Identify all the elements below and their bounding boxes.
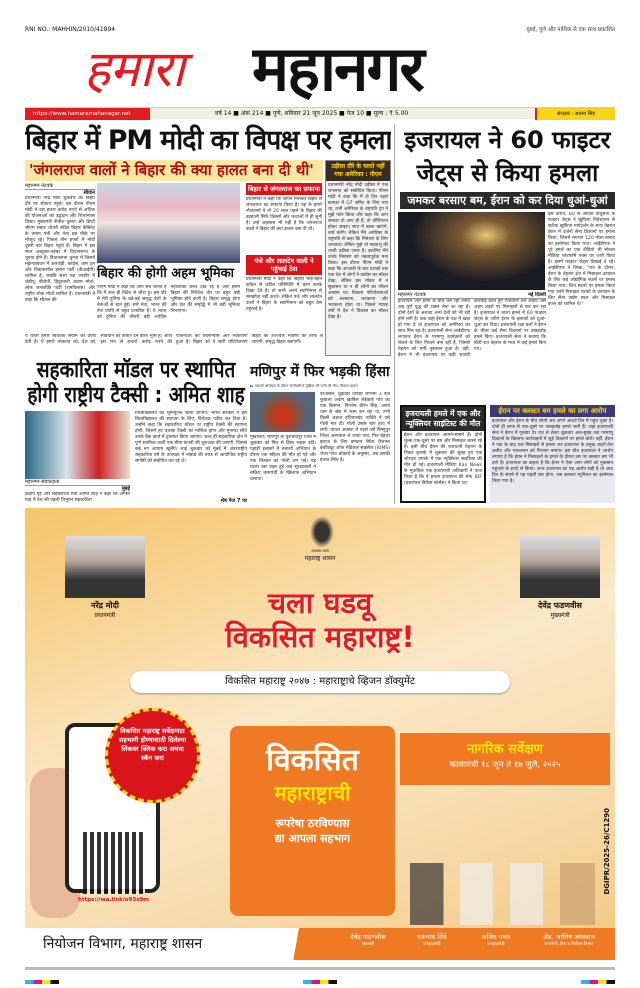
article-body: पीएम मोदी ने कहा कि आप सब जानते हैं कि मैं कल ही विदेश से लौटा हूं। इस दौरे में मेरी दुनिया के बड़े-बड़े समृद्ध देशों के नेताओं से बात हुई। सारे नेता, भारत की तेज प्रगति से बहुत प्रभावित हैं। ये भारत को दुनिया की तीसरी बड़ी आर्थिक महाशक्ति बनते देख रहे हैं और इसमें बिहार की निश्चित तौर पर बहुत बड़ी भूमिका होने वाली है। बिहार समृद्ध होगा और देश की समृद्धि में भी बड़ी भूमिका निभाएगा। — [97, 285, 240, 320]
minister-name: एकनाथ शिंदे — [417, 933, 447, 941]
minister — [401, 933, 463, 946]
minister — [465, 933, 527, 946]
website-link[interactable]: https://www.hamaramahanagar.net — [25, 108, 150, 120]
article-body: दरअसल, शुक्रवार दोपहर लगभग 3 बजे फुबाला अवांग खाबिल लेईकाई गांव का एक किसान, निंगथेम बीरेन सिंह, अपने धान के खेत में काम कर रहा था, तभी किसी अज्ञात हथियारबंद व्यक्ति ने उसे गोली मार दी। गोली उसके बाएं हाथ में लगी। घायल अवस्था में पहले उसे बिष्णुपुर जिला अस्पताल ले जाया गया, फिर बेहतर इलाज के लिए इम्फाल स्थित रीजनल इंस्टीट्यूट ऑफ मेडिकल साइंसेज (RIMS) भेजा गया। डॉक्टरों के अनुसार, अब उसकी हालत स्थिर है। — [320, 392, 390, 463]
article-body: प्रधानमंत्री नरेंद्र मोदी शुक्रवार को बिहार दौरे पर सीवान पहुंचे। इस दौरान पीएम मोदी ने दस हजार करोड़ रुपये से अधिक की योजनाओं का उद्घाटन और शिलान्यास किया। मुख्यमंत्री नीतीश कुमार और डिप्टी सीएम सम्राट चौधरी सहित बिहार कैबिनेट के तमाम मंत्री और नेता इस मौके पर मौजूद रहे। पिछले तीन हफ्तों में मोदी दूसरी बार बिहार पहुंचे हैं। बिहार में इस साल अक्टूबर-नवंबर में विधानसभा के चुनाव होने हैं। विधानसभा चुनाव में जिसमें महागठबंधन में आरजेडी, कांग्रेस, वाम दल और विकासशील इंसान पार्टी (वीआईपी) शामिल हैं, जबकि सत्ता पक्ष एनडीए में जेडीयू, बीजेपी, हिंदुस्तानी अवाम मोर्चा, लोक जनशक्ति पार्टी (रामविलास) और राष्ट्रीय लोक मोर्चा शामिल हैं। प्रधानमंत्री ने कहा कि सीवान की — [25, 196, 95, 303]
survey-dates: कालावधी १८ जून ते १७ जुलै, २०२५ — [449, 760, 561, 770]
card-line4: द्या आपला सहभाग — [274, 832, 351, 845]
byline: महानगर नेटवर्क — [398, 292, 427, 298]
dateline: सीवान — [83, 190, 95, 196]
article-body: विश्वविद्यालय का भूमिपूजन किया जाएगा। भारत सरकार ने इस विश्वविद्यालय की स्थापना के लिए, विधेयक पारित कर दिया है। उन्होंने कहा कि सहकारिता मॉडल पर राष्ट्रीय टैक्सी की स्थापना होगी, जिसमें हर चालक टैक्सी का मालिक होगा और मुनाफा सीधे उनके बैंक खाते में ट्रांसफर किया जाएगा। जल्द ही सहकारिता क्षेत्र में पूर्ण स्वामित्व वाली एक बीमा कंपनी की शुरुआत की जाएगी, जिससे कई नए आयाम खुलेंगे। शाह शुक्रवार को मुंबई में अंतरराष्ट्रीय सहकारिता वर्ष के उपलक्ष्य में नाबार्ड की तरफ से आयोजित राष्ट्रीय संगोष्ठी को संबोधित कर रहे थे। — [135, 411, 247, 464]
israel-subhead-bar: जमकर बरसाए बम, ईरान को कर दिया धुआं-धुआं — [400, 192, 615, 209]
pm-title: प्रधानमंत्री — [94, 612, 116, 619]
vision-document-pill: विकसित महाराष्ट्र २०४७ : महाराष्ट्राचे व्हिजन डॉक्युमेंट — [130, 671, 510, 693]
bihar-headline: बिहार में PM मोदी का विपक्ष पर हमला — [25, 125, 391, 156]
card-line2: महाराष्ट्राची — [274, 781, 351, 805]
israel-main-text — [398, 292, 546, 403]
bottom-rule — [25, 967, 615, 970]
minister-name: देवेंद्र फडणवीस — [350, 933, 386, 941]
ad-title — [25, 586, 615, 654]
box-title: ईरान पर क्लस्टर बम हमले का लगा आरोप — [490, 405, 615, 417]
dateline: मुंबई — [121, 486, 130, 492]
shah-story — [25, 358, 247, 504]
info-bar — [25, 107, 615, 119]
minister-title: राज्यमंत्री, वित्त व नियोजन विभाग — [544, 941, 594, 946]
article-body: प्रधानमंत्री नरेंद्र मोदी उड़ीसा में एक जनसभा को संबोधित किया। पीएम मोदी ने कहा कि मैं दो दिन पहले कनाडा में G7 समिट के लिए गया था, तभी अमेरिका के राष्ट्रपति ट्रंप ने मुझे फोन किया और कहा कि आप कनाडा तो आए ही हैं, तो वॉशिंगटन होकर जाइए। साथ में खाना खाएंगे, बातें करेंगे। लेकिन मैंने अमेरिका के राष्ट्रपति से कहा कि निमंत्रण के लिए धन्यवाद। लेकिन मुझे तो महाप्रभु की धरती उड़ीसा जाना है। इसलिए मैंने उनके निमंत्रण को नम्रतापूर्वक मना किया। इस दौरान पीएम मोदी ने कहा कि आजादी के बाद दशकों तक एक देश में लोगों ने कांग्रेस का मॉडल देखा, लेकिन इस मॉडल में न सुशासन था न ही लोगों का जीवन आसान था। विकास परियोजनाओं को अटकाना, लटकाना और भटकाना होता था। पिछले ग्यारह वर्षों में देश ने विकास का मॉडल देखा है। — [328, 183, 388, 320]
continued-link[interactable]: शेष पेज 7 पर — [220, 498, 247, 504]
emblem-caption: महाराष्ट्र शासन — [304, 555, 336, 562]
government-advertisement[interactable] — [25, 508, 615, 960]
ashoka-emblem-icon — [310, 516, 334, 548]
cm-name: देवेंद्र फडणवीस — [538, 601, 582, 610]
viksit-maharashtra-card — [230, 726, 395, 916]
emblem-motto: सत्यमेव जयते — [311, 549, 329, 553]
minister-title: मुख्यमंत्री — [361, 941, 375, 946]
amit-shah-photo — [25, 411, 130, 479]
survey-title: नागरिक सर्वेक्षण — [467, 742, 543, 757]
article-body: इजरायल और ईरान के बीच संघर्ष अब अपने आठवें दिन में पहुंच चुका है। दोनों ही तरफ से एक-दूसरे पर ताबड़तोड़ हमले जारी हैं। जहां इजरायली सेना ने ईरान में गुरुवार देर रात से लेकर शुक्रवार अल-सुबह तक परमाणु ठिकानों के खिलाफ कार्रवाइयों में जुड़े ठिकानों पर हमले बोले। वहीं, ईरान ने एक के बाद एक मिसाइलें से हमला कर इजरायल के प्रमुख शहरों-तेल अवीव और यरूशलम को निशाना बनाया। इस बीच इजरायल ने आरोप लगाया है कि ईरान ने मिसाइलों के हमले के दौरान उस पर क्लस्टर बम भी दागे हैं। इजरायल का कहना है कि ईरान ने ऐसा आम लोगों को नुकसान पहुंचाने के इरादे से किया। अगर इजरायल का यह आरोप सही है तो आठ दिन के संघर्ष में यह पहली बार होगा, जब क्लस्टर म्यूनिशन का इस्तेमाल किया गया है। — [492, 419, 613, 484]
masthead-name-black: महानगर — [252, 38, 423, 100]
card-line1: विकसित — [266, 743, 359, 778]
scan-instruction-burst: विकसित महाराष्ट्र सर्वेक्षणात सहभागी होण्यासाठी दिलेल्या लिंकवर क्लिक करा अथवा स्कॅन करा — [105, 708, 200, 803]
dgipr-code: DGIPR/2025-26/C1290 — [603, 808, 611, 895]
rni-number: RNI NO.: MAHHIN/2010/41894 — [25, 26, 116, 33]
fire-photo — [250, 392, 315, 432]
editor-credit: संरक्षक : आलय सिंह — [535, 108, 615, 120]
ad-title-line2: विकसित महाराष्ट्र! — [225, 620, 415, 654]
department-name: नियोजन विभाग, महाराष्ट्र शासन — [43, 936, 203, 952]
article-body: इजरायल और ईरान के बीच चल रहा तनाव अब पूर्ण युद्ध की शक्ल लेता जा रहा है। दोनों देशों के अलावा अन्य देशों को भी रही होने लगी है। कब जहां ईरान के पक्ष में खड़ा हो गया है तो इजरायल को अमेरिका का साथ मिल रहा है। इजरायली सेना आईडीएफ लगातार ईरान के परमाणु कार्यक्रमों को रोकने के लिए निशाने बना रही है, जिससे तेहरान को भारी नुकसान हुआ है। वहीं, ईरान ने भी इजरायल पर कड़ी जवाबी कार्रवाई करते हुए राजधानी तेल अवीव जैसे अहम शहरों पर मिसाइलों से वार कर रहा है। इजरायल ने ताजा हमले में 60 फाइटर जेट्स के जरिए ईरान के इलाकों को धुआं-धुआं कर दिया। इजरायली रक्षा बलों ने ईरान के भीतर कई सैन्य ठिकानों पर ताबड़तोड़ हमले किए। इजरायली सेना ने बताया कि बीती रात तेहरान के मध्य में कई हमले किए गए। — [398, 299, 546, 358]
minister-name: अजित पवार — [481, 933, 511, 941]
minister-title: उपमुख्यमंत्री — [487, 941, 505, 946]
bihar-subhead: 'जंगलराज वालों ने बिहार की क्या हालत बना दी थी' — [25, 160, 323, 181]
modi-photo — [97, 183, 240, 263]
qr-code[interactable] — [83, 832, 145, 894]
ministers-list — [337, 933, 609, 946]
nuclear-scientist-box — [400, 405, 486, 503]
box-title: पंजे और लालटेन वाली ने पहुंचाई ठेस — [246, 255, 322, 275]
article-body: प्रधानमंत्री मोदी ने कहा कि बिहारी भाई-बहन कठिन से कठिन परिस्थिति में काम करके दिखा देते हैं। तो सभी अपने स्वाभिमान से समझौता नहीं करते। लेकिन पंजे और लालटेन वालों ने बिहार के स्वाभिमान को बहुत ठेस पहुंचाई है। — [246, 276, 322, 312]
ministers-photo — [410, 863, 595, 925]
cm-title: मुख्यमंत्री — [550, 612, 570, 619]
article-body: मुखासरी। मणिपुर के चुराचांदपुर जिले में शुक्रवार को फिर से हिंसा भड़क उठी। पहाड़ी इलाकों में तलाशी अभियान के दौरान एक महिला की मौत हो गई और एक किसान को गोली लग गई। यह घटना उस वक्त हुई जब सुरक्षाबलों ने सक्रिय चरमपंथी के खिलाफ अभियान चलाया। — [250, 435, 316, 482]
bihar-subheading-role: बिहार की होगी अहम भूमिका — [97, 266, 235, 281]
cluster-bomb-box — [490, 405, 615, 503]
registration-mark — [25, 980, 59, 984]
article-body: इस दौरान, 60 से अधिक वायुसेना के फाइटर जेट्स ने खुफिया निदेशालय से सटीक खुफिया मार्गदर्शन के साथ तेहरान ईरान में दर्जनों सैन्य ठिकानों पर हमला किया, जिसमें लगभग 120 गोला-बारूद का इस्तेमाल किया गया। आईडीएफ ने पूरे हमले का एक वीडियो भी सोशल मीडिया प्लेटफॉर्म एक्स पर जारी किया है। इसमें फाइटर जेट्स दिखाई दे रहे। आईडीएफ ने लिखा, "रात के दौरान, ईरान के तेहरान क्षेत्र में मिसाइल उत्पादन के लिए कई औद्योगिक स्थलों पर हमला किया गया। जिन स्थलों पर हमला किया गया उनमें मिसाइल घटकों के उत्पादन के लिए सैन्य उद्योग स्थल और मिसाइल इंजन को शामिल थे।" — [548, 212, 615, 307]
column-divider — [394, 124, 395, 504]
article-body: ये धरती हमारे स्वतंत्रता संग्राम को प्रेरणा देती है। ये हमारे लोकतंत्र को, देश को, संविधान को ताकत देने वाली भूमि है। आज इस मंच से हजारों करोड़ रुपये की योजनाओं का शिलान्यास और लोकार्पण हुआ है। बिहार को ये सारी परियोजनाएं बिहार को उज्ज्वल भविष्य की तरफ ले जाएंगी, समृद्ध बिहार बनाएंगी। — [25, 334, 323, 345]
registration-mark — [303, 980, 337, 984]
byline: महानगर संवाददाता — [25, 479, 130, 486]
minister-name: ॲड. आशिष जयस्वाल — [543, 933, 595, 941]
box-title: बिहार से जंगलराज का सफाया — [246, 183, 322, 195]
pm-name: नरेंद्र मोदी — [91, 601, 119, 610]
article-body: प्रधानमंत्री ने कहा कि आपने मिलकर बिहार से जंगलराज का सफाया किया है। वह के हमारे नौजवानों ने तो 20 साल पहले के बिहार की बदहाली सिर्फ किस्सों और कथाओं में ही सुनी है। उन्हें अहसास भी नहीं है कि जंगलराज वालों ने बिहार की क्या हालत बना दी थी। — [246, 197, 322, 232]
byline: महानगर नेटवर्क — [25, 183, 95, 190]
shah-headline: सहकारिता मॉडल पर स्थापित होगी राष्ट्रीय टैक्सी : अमित शाह — [27, 358, 245, 408]
department-strip — [25, 928, 615, 960]
jungleraj-box — [246, 183, 322, 331]
citizen-survey-banner — [400, 733, 610, 785]
box-title: इजरायली हमले में एक और न्यूक्लियर साइंटिस्ट की मौत — [402, 407, 484, 431]
dateline: नई दिल्ली — [528, 292, 546, 298]
airstrike-photo — [398, 212, 545, 290]
manipur-headline: मणिपुर में फिर भड़की हिंसा — [250, 364, 390, 380]
tagline: मुंबई, पुणे और नाशिक से एक साथ प्रकाशित — [526, 27, 615, 33]
manipur-subline: ▸▸ तलाशी अभियान के दौरान गोलीबारी में मुखिया की पत्नी की मौत, किसान घायल — [250, 384, 358, 388]
odisha-sidebox — [325, 160, 391, 356]
ad-title-line1: चला घडवू — [267, 586, 373, 620]
israel-headline: इजरायल ने 60 फाइटर जेट्स से किया हमला — [404, 126, 611, 187]
registration-mark — [581, 980, 615, 984]
issue-info: वर्ष 14 ■ अंक 214 ■ पुणे, शनिवार 21 जून 2025 ■ पेज 10 ■ मूल्य : ₹ 5.00 — [215, 110, 409, 117]
box-title: उड़ीसा दौरे के चलते नहीं गया अमेरिका : पीएम — [326, 161, 390, 181]
survey-link[interactable]: https://wa.link/o93s9m — [77, 897, 150, 903]
masthead-name-red: हमारा — [84, 44, 184, 94]
bihar-left-column — [25, 183, 95, 328]
minister — [529, 933, 609, 946]
minister — [337, 933, 399, 946]
minister-title: उपमुख्यमंत्री — [423, 941, 441, 946]
article-body: केंद्रीय गृह और सहकारिता मंत्री अमित शाह ने कहा कि अगस्त माह में देश की पहली त्रिभुवन सहकारिता — [25, 492, 130, 503]
card-line3: रूपरेषा ठरविण्यास — [275, 817, 350, 830]
article-body: ईरान और इजरायल आमने-सामने हैं। दोनों मुल्क एक-दूसरे पर बम और मिसाइल बरसा रहे हैं। इसी बीच ईरान की राजधानी तेहरान के निकट इलाके में शुक्रवार की सुबह हुए एक जोरदार धमाके में एक न्यूक्लियर साइंटिस्ट की मौत हो गई। इजरायली मीडिया Kan News के मुताबिक एक इजरायली अधिकारी ने दावा किया है कि ये हमला इजरायल की सेना IDF (इजरायल डिफेंस फोर्सेस) ने किया था। — [404, 433, 482, 486]
